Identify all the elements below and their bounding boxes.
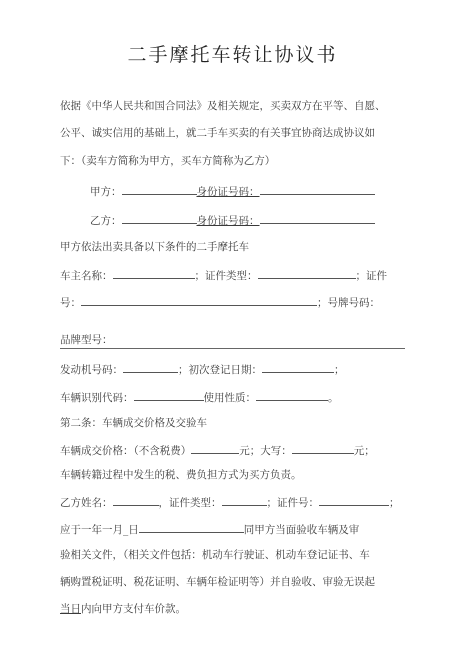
preamble-line-2: 公平、诚实信用的基础上，就二手车买卖的有关事宜协商达成协议如 (60, 127, 375, 139)
final-row (60, 602, 186, 616)
date-text: 应于一年一月_日 (60, 524, 139, 536)
owner-name-label: 车主名称： (60, 270, 113, 282)
same-day-text: 当日 (60, 603, 81, 615)
price-uppercase-blank (292, 442, 354, 454)
brand-model-label: 品牌型号： (60, 334, 113, 346)
documents-line-1: 验相关文件，（相关文件包括：机动车行驶证、机动车登记证书、车 (60, 549, 370, 561)
usage-blank (256, 389, 328, 401)
document-title: 二手摩托车转让协议书 (127, 44, 338, 66)
vin-label: 车辆识别代码： (60, 392, 134, 404)
intro-line: 甲方依法出卖具备以下条件的二手摩托车 (60, 241, 249, 253)
owner-row (60, 267, 387, 283)
owner-id-type-label: ；证件类型： (194, 270, 258, 282)
engine-row (60, 361, 345, 377)
buyer-row-end: ； (389, 497, 400, 509)
party-b-label: 乙方： (90, 215, 122, 227)
party-a-id-blank (260, 183, 375, 195)
vin-row-end: 。 (328, 392, 339, 404)
divider-line (60, 348, 405, 349)
preamble-line-3: 下：（卖车方简称为甲方，买车方简称为乙方） (60, 155, 276, 167)
tax-line: 车辆转籍过程中发生的税、费负担方式为买方负责。 (60, 469, 302, 481)
party-a-name-blank (122, 183, 197, 195)
payment-text: 内向甲方支付车价款。 (81, 603, 186, 615)
vin-row (60, 389, 339, 405)
owner-name-blank (113, 267, 195, 279)
party-b-name-blank (122, 212, 197, 224)
engine-number-blank (123, 361, 178, 373)
documents-line-2: 辆购置税证明、税花证明、车辆年检证明等）并自验收、审验无误起 (60, 576, 375, 588)
owner-id-number-label-2: 号： (60, 297, 81, 309)
party-b-id-label: 身份证号码： (196, 215, 260, 227)
owner-id-number-blank (81, 294, 317, 306)
party-a-row (90, 183, 375, 199)
inspection-text: 同甲方当面验收车辆及审 (243, 524, 360, 536)
owner-row-2 (60, 294, 380, 310)
buyer-id-number-label: ；证件号： (266, 497, 319, 509)
engine-number-label: 发动机号码： (60, 364, 123, 376)
buyer-name-blank (113, 494, 159, 506)
price-uppercase-label: 元；大写： (239, 445, 292, 457)
price-blank (191, 442, 239, 454)
date-row (60, 521, 359, 537)
date-blank (139, 521, 244, 533)
party-b-id-blank (260, 212, 375, 224)
price-label: 车辆成交价格：（不含税费） (60, 445, 192, 457)
first-registration-blank (262, 361, 334, 373)
engine-row-end: ； (334, 364, 345, 376)
plate-number-label: ；号牌号码： (317, 297, 380, 309)
party-b-row (90, 212, 375, 228)
buyer-id-number-blank (319, 494, 389, 506)
buyer-id-type-blank (222, 494, 267, 506)
party-a-label: 甲方： (90, 186, 122, 198)
price-row (60, 442, 375, 458)
vin-blank (134, 389, 204, 401)
owner-id-type-blank (258, 267, 356, 279)
clause-2-heading: 第二条：车辆成交价格及交验车 (60, 417, 207, 429)
preamble-line-1: 依据《中华人民共和国合同法》及相关规定，买卖双方在平等、自愿、 (60, 100, 386, 112)
buyer-name-label: 乙方姓名： (60, 497, 113, 509)
price-row-end: 元； (353, 445, 375, 457)
owner-id-number-label: ；证件 (355, 270, 387, 282)
buyer-row (60, 494, 400, 510)
first-registration-label: ；初次登记日期： (178, 364, 262, 376)
party-a-id-label: 身份证号码： (196, 186, 260, 198)
usage-label: 使用性质： (203, 392, 256, 404)
buyer-id-type-label: ，证件类型： (158, 497, 222, 509)
